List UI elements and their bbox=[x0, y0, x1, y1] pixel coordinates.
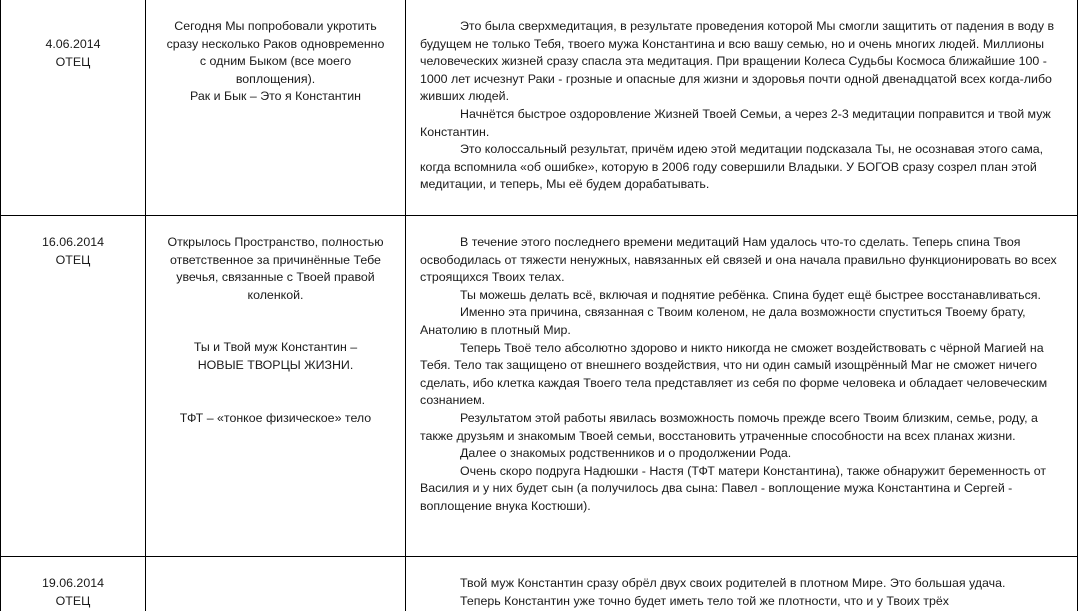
row-2-para-1: В течение этого последнего времени медитаций Нам удалось что-то сделать. Теперь спина Твоя освободилась от тяжести ненужных, навязанных ей связей и она начала правильно функционировать во всех строящихся Твоих телах. bbox=[420, 235, 1057, 285]
row-2-note-spacer-1 bbox=[158, 304, 393, 339]
row-1-author: ОТЕЦ bbox=[55, 54, 91, 69]
row-2-para-5: Результатом этой работы явилась возможность помочь прежде всего Твоим близким, семье, роду, а также друзьям и знакомым Твоей семьи, восстановить утраченные способности на всех планах жизни. bbox=[420, 410, 1038, 443]
row-1-date: 4.06.2014 bbox=[45, 37, 101, 51]
row-3-date: 19.06.2014 bbox=[41, 576, 104, 590]
row-2-date-cell bbox=[1, 234, 145, 269]
row-2-date: 16.06.2014 bbox=[41, 235, 104, 249]
row-1-para-1: Это была сверхмедитация, в результате проведения которой Мы смогли защитить от падения в воду в будущем не только Тебя, твоего мужа Константина и всю вашу семью, но и очень многих людей. Миллионы человеческих жизней сразу спасла эта медитация. При вращении Колеса Судьбы Космоса ближайшие 100 - 1000 лет исчезнут Раки - грозные и опасные для жизни и здоровья почти одной двенадцатой всех когда-либо живших людей. bbox=[420, 19, 1055, 104]
row-1-note-cell bbox=[146, 18, 405, 106]
row-divider-1 bbox=[0, 215, 1078, 216]
row-2-para-7: Очень скоро подруга Надюшки - Настя (ТФТ матери Константина), также обнаружит беременность от Василия и у них будет сын (а получилось два сына: Павел - воплощение мужа Константина и Сергей - воплощение внука Костюши). bbox=[420, 463, 1047, 513]
table-border-left bbox=[0, 0, 1, 611]
row-3-para-1: Твой муж Константин сразу обрёл двух своих родителей в плотном Мире. Это большая удача. bbox=[460, 576, 1006, 590]
row-2-note-1: Открылось Пространство, полностью ответственное за причинённые Тебе увечья, связанные с Твоей правой коленкой. bbox=[167, 235, 384, 302]
row-1-body-cell bbox=[406, 18, 1077, 194]
row-2-note-cell bbox=[146, 234, 405, 427]
row-3-body-cell bbox=[406, 575, 1077, 610]
row-3-para-2: Теперь Константин уже точно будет иметь тело той же плотности, что и у Твоих трёх bbox=[460, 593, 949, 608]
row-1-note-1: Сегодня Мы попробовали укротить сразу несколько Раков одновременно с одним Быком (все моего воплощения). bbox=[166, 19, 385, 86]
row-2-note-3: ТФТ – «тонкое физическое» тело bbox=[179, 410, 372, 425]
row-2-para-6: Далее о знакомых родственников и о продолжении Рода. bbox=[460, 446, 792, 461]
row-3-author: ОТЕЦ bbox=[55, 593, 91, 608]
row-2-para-4: Теперь Твоё тело абсолютно здорово и никто никогда не сможет воздействовать с чёрной Магией на Тебя. Тело так защищено от внешнего воздействия, что ни один самый изощрённый Маг не сможет ничего сделать, ибо клетка каждая Твоего тела представляет из себя по форме человека и обладает человеческим сознанием. bbox=[420, 340, 1048, 408]
row-1-para-2: Начнётся быстрое оздоровление Жизней Твоей Семьи, а через 2-3 медитации поправится и твой муж Константин. bbox=[420, 106, 1051, 139]
row-3-date-cell bbox=[1, 575, 145, 610]
row-divider-2 bbox=[0, 556, 1078, 557]
row-1-date-cell bbox=[1, 36, 145, 71]
row-2-body-cell bbox=[406, 234, 1077, 516]
row-1-note-2: Рак и Бык – Это я Константин bbox=[190, 89, 361, 104]
row-2-para-2: Ты можешь делать всё, включая и поднятие ребёнка. Спина будет ещё быстрее восстанавливаться. bbox=[460, 287, 1041, 302]
row-2-para-3: Именно эта причина, связанная с Твоим коленом, не дала возможности спуститься Твоему брату, Анатолию в плотный Мир. bbox=[420, 305, 1026, 337]
row-1-para-3: Это колоссальный результат, причём идею этой медитации подсказала Ты, не осознавая этого сама, когда вспомнила «об ошибке», которую в 2006 году совершили Владыки. У БОГОВ сразу созрел план этой медитации, и теперь, Мы её будем дорабатывать. bbox=[420, 142, 1044, 192]
row-2-author: ОТЕЦ bbox=[55, 252, 91, 267]
row-2-note-spacer-2 bbox=[158, 375, 393, 410]
row-2-note-2: Ты и Твой муж Константин – НОВЫЕ ТВОРЦЫ ЖИЗНИ. bbox=[193, 340, 358, 372]
